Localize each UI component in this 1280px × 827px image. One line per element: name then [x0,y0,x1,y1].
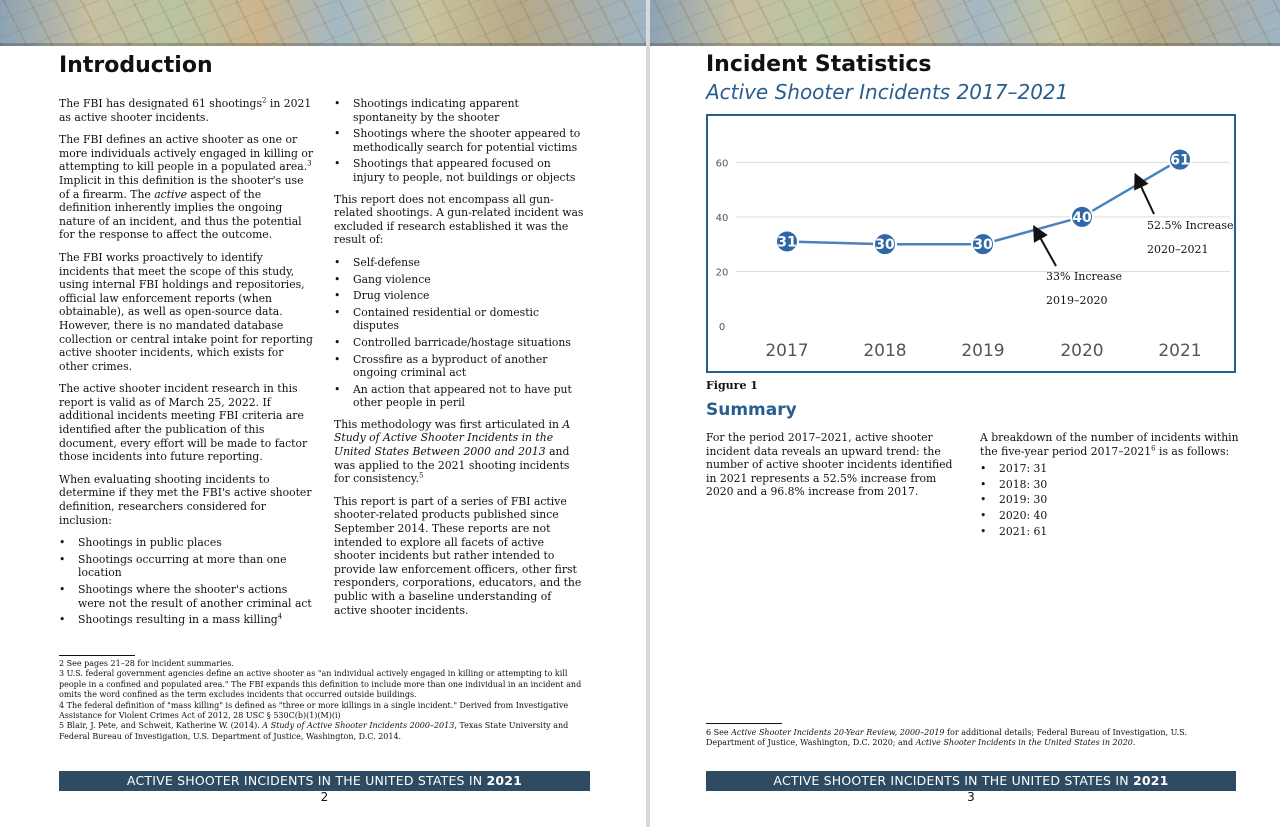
list-item: • Drug violence [334,289,586,303]
breakdown-intro: A breakdown of the number of incidents within the five-year period 2017–2021$^6$ is as follows: [980,431,1239,458]
footnote-ref[interactable]: 4 [277,612,283,621]
page-subtitle: Active Shooter Incidents 2017–2021 [706,80,1069,104]
annotation-arrow [1138,180,1154,214]
map-banner [0,0,646,46]
intro-paragraph-3: The FBI works proactively to identify incidents that meet the scope of this study, using internal FBI holdings and repositories, official law enforcement reports (when obtainable), as well as open-source data. However, there is no mandated database collection or central intake point for reporting active shooter incidents, which exists for other crimes. [59,250,313,373]
footnote-2: 2 See pages 21–28 for incident summaries. [59,659,235,668]
left-column-1 [59,97,316,635]
footnote-ref[interactable]: 2 [262,96,267,105]
y-tick-label: 20 [715,267,729,279]
list-item: • Shootings in public places [59,536,316,550]
data-label: 40 [1072,209,1092,226]
list-item: • Crossfire as a byproduct of another ongoing criminal act [334,353,586,380]
summary-column [706,431,966,508]
x-tick-label: 2021 [1158,341,1202,361]
list-item: • Contained residential or domestic disputes [334,306,586,333]
list-item: • 2021: 61 [980,525,1245,539]
footnote-5: 5 Blair, J. Pete, and Schweit, Katherine W. (2014). A Study of Active Shooter Incidents 2000–2013, Texas State University and Federal Bureau of Investigation, U.S. Department of Justice, Washington, D.C. 2014. [59,721,569,741]
list-item: • Shootings where the shooter appeared to methodically search for potential victims [334,127,586,154]
list-item: • Gang violence [334,273,586,287]
list-item: • Shootings indicating apparent spontaneity by the shooter [334,97,586,124]
footnote-ref[interactable]: 6 [1151,444,1156,452]
list-item: • Shootings occurring at more than one location [59,553,316,580]
data-label: 61 [1170,152,1190,169]
page-number: 2 [320,790,329,804]
footer-band: ACTIVE SHOOTER INCIDENTS IN THE UNITED STATES IN 2021 [59,771,590,791]
annotation-label: 33% Increase [1046,270,1123,283]
line-chart [706,114,1236,373]
footnote-6: 6 See Active Shooter Incidents 20-Year Review, 2000–2019 for additional details; Federal Bureau of Investigation, U.S. Department of Justice, Washington, D.C. 2020; and Active Shooter Incidents in the United States in 2020. [706,728,1187,748]
annotation-label: 2019–2020 [1046,294,1108,307]
footnotes-left [59,659,589,742]
annotation-arrow [1037,232,1056,266]
list-item: • Shootings where the shooter's actions were not the result of another criminal act [59,583,316,610]
intro-paragraph-4: The active shooter incident research in this report is valid as of March 25, 2022. If additional incidents meeting FBI criteria are identified after the publication of this document, every effort will be made to factor those incidents into future reporting. [59,382,308,464]
inclusion-list [59,536,316,627]
page-title: Introduction [59,53,213,78]
x-tick-label: 2017 [765,341,809,361]
breakdown-column [980,431,1245,546]
list-item: • Self-defense [334,256,586,270]
x-tick-label: 2020 [1060,341,1104,361]
map-banner [650,0,1280,46]
data-label: 31 [777,234,797,251]
page-title: Incident Statistics [706,52,932,77]
footnote-ref[interactable]: 5 [418,471,424,480]
list-item: • 2019: 30 [980,493,1245,507]
chart-svg [708,116,1234,371]
figure-label: Figure 1 [706,379,758,392]
y-tick-label: 40 [715,212,729,224]
intro-paragraph-2: The FBI defines an active shooter as one or more individuals actively engaged in killing or attempting to kill people in a populated area.$^3$ Implicit in this definition is the shooter's use of a firearm. The active aspect of the definition inherently implies the ongoing nature of an incident, and thus the potential for the response to affect the outcome. [59,133,314,242]
data-label: 30 [973,237,993,254]
list-item: • 2020: 40 [980,509,1245,523]
footnote-rule [706,723,782,724]
list-item: • Controlled barricade/hostage situations [334,336,586,350]
annotation-label: 2020–2021 [1147,243,1209,256]
annotation-label: 52.5% Increase [1147,219,1234,232]
list-item: • An action that appeared not to have put other people in peril [334,383,586,410]
x-tick-label: 2019 [961,341,1005,361]
data-label: 30 [875,237,895,254]
intro-paragraph-5: When evaluating shooting incidents to determine if they met the FBI's active shooter definition, researchers considered for inclusion: [59,472,312,527]
list-item: • 2018: 30 [980,478,1245,492]
left-column-2 [334,97,586,626]
page-number: 3 [967,790,975,804]
x-tick-label: 2018 [863,341,907,361]
y-tick-label: 0 [718,322,726,333]
footnote-rule [59,655,135,656]
series-paragraph: This report is part of a series of FBI active shooter-related products published since September 2014. These reports are not intended to explore all facets of active shooter incidents but rather intended to provide law enforcement officers, other first responders, corporations, educators, and the public with a baseline understanding of active shooter incidents. [334,494,582,617]
footnotes-right [706,728,1236,749]
list-item: • Shootings that appeared focused on injury to people, not buildings or objects [334,157,586,184]
footnote-4: 4 The federal definition of "mass killing" is defined as "three or more killings in a single incident." Derived from Investigative Assistance for Violent Crimes Act of 2012, 28 USC § 530C(b)(1)(M)(i) [59,700,569,721]
list-item: • 2017: 31 [980,462,1245,476]
exclusion-paragraph: This report does not encompass all gun-related shootings. A gun-related incident was excluded if research established it was the result of: [334,192,584,247]
footer-band: ACTIVE SHOOTER INCIDENTS IN THE UNITED STATES IN 2021 [706,771,1236,791]
summary-paragraph: For the period 2017–2021, active shooter incident data reveals an upward trend: the number of active shooter incidents identified in 2021 represents a 52.5% increase from 2020 and a 96.8% increase from 2017. [706,431,953,499]
breakdown-list [980,462,1245,538]
summary-heading: Summary [706,400,797,420]
footnote-3: 3 U.S. federal government agencies define an active shooter as "an individual actively engaged in killing or attempting to kill people in a confined and populated area." The FBI expands this definition to include more than one individual in an incident and omits the word confined as the term excludes incidents that occurred outside buildings. [59,669,582,700]
exclusion-list [334,256,586,410]
methodology-paragraph: This methodology was first articulated in A Study of Active Shooter Incidents in the United States Between 2000 and 2013 and was applied to the 2021 shooting incidents for consistency.$^5$ [334,417,571,486]
intro-paragraph-1: The FBI has designated 61 shootings$^2$ in 2021 as active shooter incidents. [59,96,312,124]
list-item: • Shootings resulting in a mass killing$^4$ [59,613,316,627]
y-tick-label: 60 [715,158,729,170]
footnote-ref[interactable]: 3 [307,159,312,168]
inclusion-list-continued [334,97,586,185]
series-line [787,160,1180,245]
page-right [650,0,1280,827]
